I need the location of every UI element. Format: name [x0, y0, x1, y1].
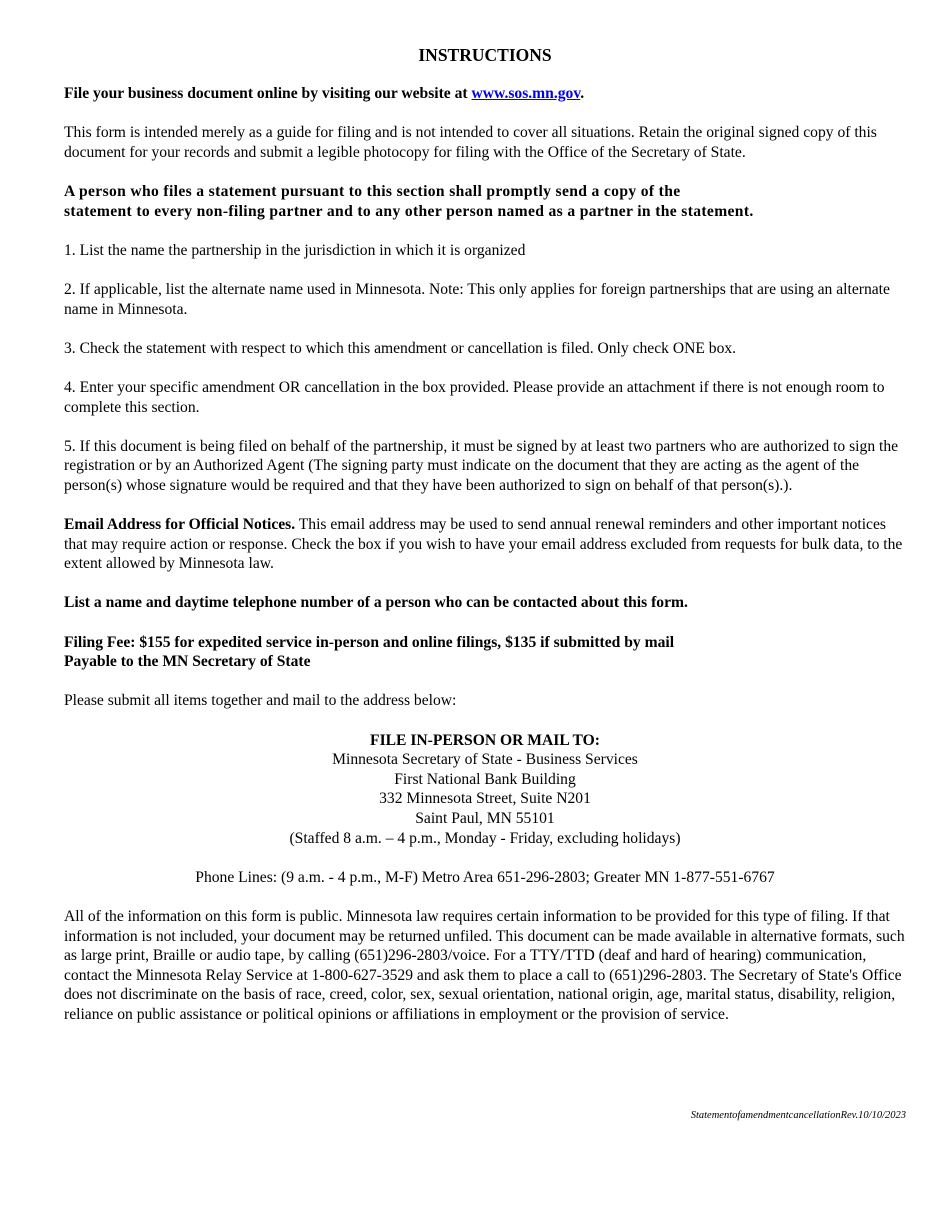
online-filing-prefix: File your business document online by visiting our website at [64, 85, 472, 102]
step-4: 4. Enter your specific amendment OR cancellation in the box provided. Please provide an attachment if there is not enough room to complete this section. [64, 378, 885, 416]
address-line-2: First National Bank Building [394, 770, 576, 788]
step-5: 5. If this document is being filed on behalf of the partnership, it must be signed by at least two partners who are authorized to sign the registration or by an Authorized Agent (The signing party must indicate on the document that they are acting as the agent of the person(s) whose signature would be required and that they have been authorized to sign on behalf of that person(s).). [64, 437, 899, 494]
partner-notice [64, 182, 906, 221]
email-text: This email address may be used to send annual renewal reminders and other important notices that may require action or response. Check the box if you wish to have your email address excluded from requests for bulk data, to the extent allowed by Minnesota law. [64, 516, 903, 573]
filing-fee [64, 633, 906, 672]
mailing-address [64, 731, 906, 849]
contact-instruction: List a name and daytime telephone number of a person who can be contacted about this form. [64, 594, 688, 612]
intro-paragraph: This form is intended merely as a guide for filing and is not intended to cover all situations. Retain the original signed copy of this document for your records and submit a legible photocopy for filing with the Office of the Secretary of State. [64, 124, 877, 161]
submit-instruction: Please submit all items together and mail to the address below: [64, 692, 457, 710]
form-revision-reference: StatementofamendmentcancellationRev.10/10/2023 [690, 1110, 906, 1121]
office-hours: (Staffed 8 a.m. – 4 p.m., Monday - Friday, excluding holidays) [289, 829, 681, 847]
partner-notice-line2: statement to every non-filing partner and to any other person named as a partner in the statement. [64, 202, 754, 220]
partner-notice-line1: A person who files a statement pursuant to this section shall promptly send a copy of the [64, 182, 681, 200]
address-line-3: 332 Minnesota Street, Suite N201 [379, 790, 591, 808]
email-paragraph [64, 515, 906, 574]
step-1: 1. List the name the partnership in the jurisdiction in which it is organized [64, 241, 526, 259]
step-2: 2. If applicable, list the alternate name used in Minnesota. Note: This only applies for foreign partnerships that are using an alternate name in Minnesota. [64, 280, 890, 318]
filing-fee-line2: Payable to the MN Secretary of State [64, 653, 311, 671]
email-label: Email Address for Official Notices. [64, 516, 296, 534]
step-3: 3. Check the statement with respect to which this amendment or cancellation is filed. Only check ONE box. [64, 339, 737, 357]
sos-website-link[interactable]: www.sos.mn.gov [471, 85, 581, 102]
online-filing-notice [64, 84, 906, 104]
phone-lines: Phone Lines: (9 a.m. - 4 p.m., M-F) Metro Area 651-296-2803; Greater MN 1-877-551-6767 [195, 868, 775, 886]
page-title: INSTRUCTIONS [418, 45, 552, 65]
filing-fee-line1: Filing Fee: $155 for expedited service in-person and online filings, $135 if submitted by mail [64, 633, 675, 651]
public-notice: All of the information on this form is public. Minnesota law requires certain information to be provided for this type of filing. If that information is not included, your document may be returned unfiled. This document can be made available in alternative formats, such as large print, Braille or audio tape, by calling (651)296-2803/voice. For a TTY/TTD (deaf and hard of hearing) communication, contact the Minnesota Relay Service at 1-800-627-3529 and ask them to place a call to (651)296-2803. The Secretary of State's Office does not discriminate on the basis of race, creed, color, sex, sexual orientation, national origin, age, marital status, disability, religion, reliance on public assistance or political opinions or affiliations in employment or the provision of service. [64, 907, 905, 1023]
instructions-content [64, 44, 906, 1044]
online-filing-suffix: . [580, 85, 585, 102]
address-line-4: Saint Paul, MN 55101 [415, 809, 555, 827]
address-line-1: Minnesota Secretary of State - Business Services [332, 751, 638, 769]
address-heading: FILE IN-PERSON OR MAIL TO: [370, 731, 600, 749]
